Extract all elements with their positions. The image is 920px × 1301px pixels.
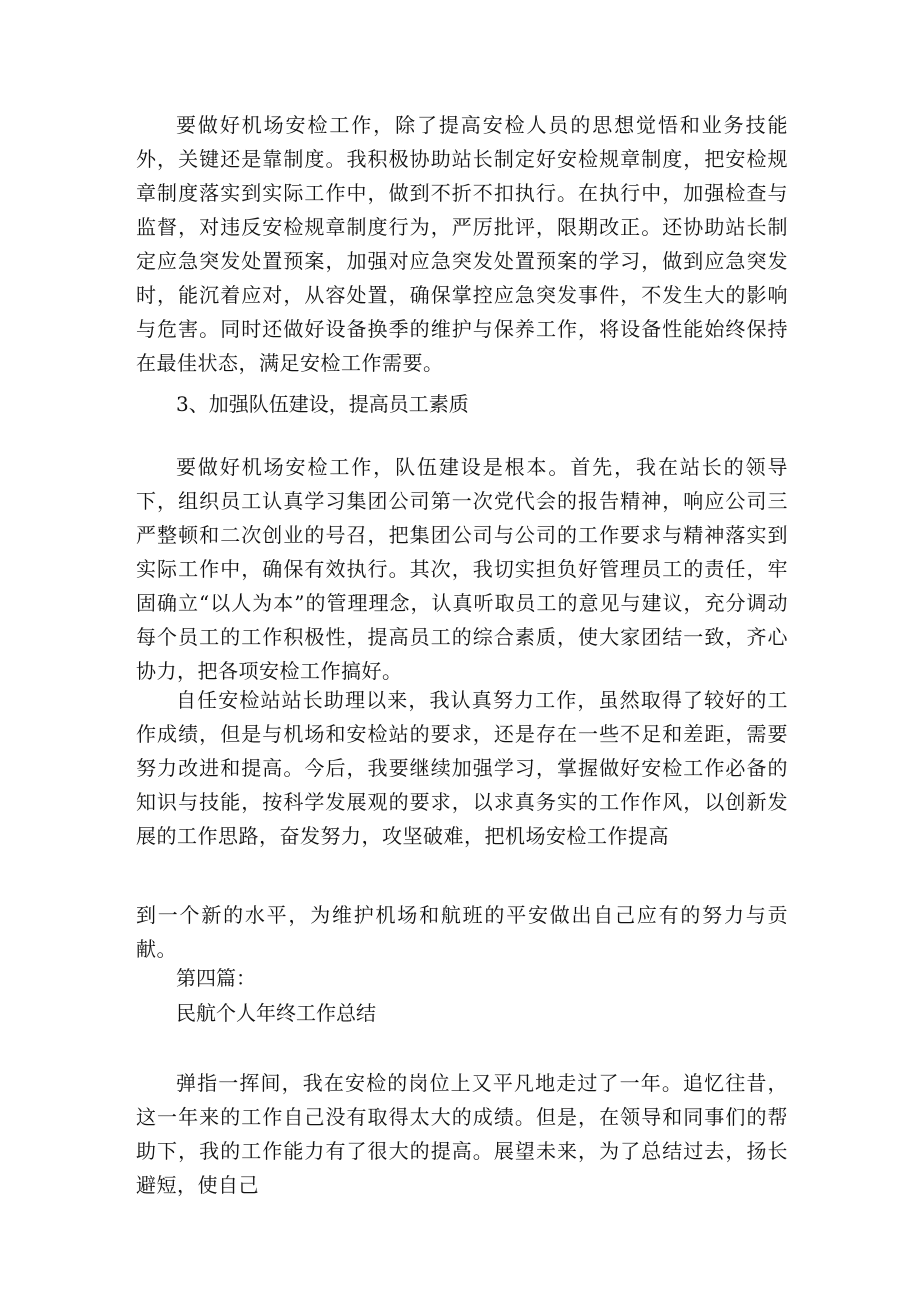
part-label: 第四篇： [176, 966, 256, 990]
paragraph-team-building: 要做好机场安检工作，队伍建设是根本。首先，我在站长的领导下，组织员工认真学习集团公司第一次党代会的报告精神，响应公司三严整顿和二次创业的号召，把集团公司与公司的工作要求与精神落实到实际工作中，确保有效执行。其次，我切实担负好管理员工的责任，牢固确立“以人为本”的管理理念，认真听取员工的意见与建议，充分调动每个员工的工作积极性，提高员工的综合素质，使大家团结一致，齐心协力，把各项安检工作搞好。 [136, 455, 788, 683]
paragraph-year-end-opening: 弹指一挥间，我在安检的岗位上又平凡地走过了一年。追忆往昔，这一年来的工作自己没有取得太大的成绩。但是，在领导和同事们的帮助下，我的工作能力有了很大的提高。展望未来，为了总结过去，扬长避短，使自己 [136, 1071, 788, 1197]
paragraph-summary-and-outlook: 自任安检站站长助理以来，我认真努力工作，虽然取得了较好的工作成绩，但是与机场和安检站的要求，还是存在一些不足和差距，需要努力改进和提高。今后，我要继续加强学习，掌握做好安检工作必备的知识与技能，按科学发展观的要求，以求真务实的工作作风，以创新发展的工作思路，奋发努力，攻坚破难，把机场安检工作提高 [136, 688, 788, 848]
part-title: 民航个人年终工作总结 [176, 1001, 376, 1025]
section-heading-team-building: 3、加强队伍建设，提高员工素质 [176, 392, 469, 416]
paragraph-continuation: 到一个新的水平，为维护机场和航班的平安做出自己应有的努力与贡献。 [136, 903, 788, 961]
paragraph-rules-and-regulations: 要做好机场安检工作，除了提高安检人员的思想觉悟和业务技能外，关键还是靠制度。我积极协助站长制定好安检规章制度，把安检规章制度落实到实际工作中，做到不折不扣执行。在执行中，加强检查与监督，对违反安检规章制度行为，严厉批评，限期改正。还协助站长制定应急突发处置预案，加强对应急突发处置预案的学习，做到应急突发时，能沉着应对，从容处置，确保掌控应急突发事件，不发生大的影响与危害。同时还做好设备换季的维护与保养工作，将设备性能始终保持在最佳状态，满足安检工作需要。 [136, 113, 788, 375]
